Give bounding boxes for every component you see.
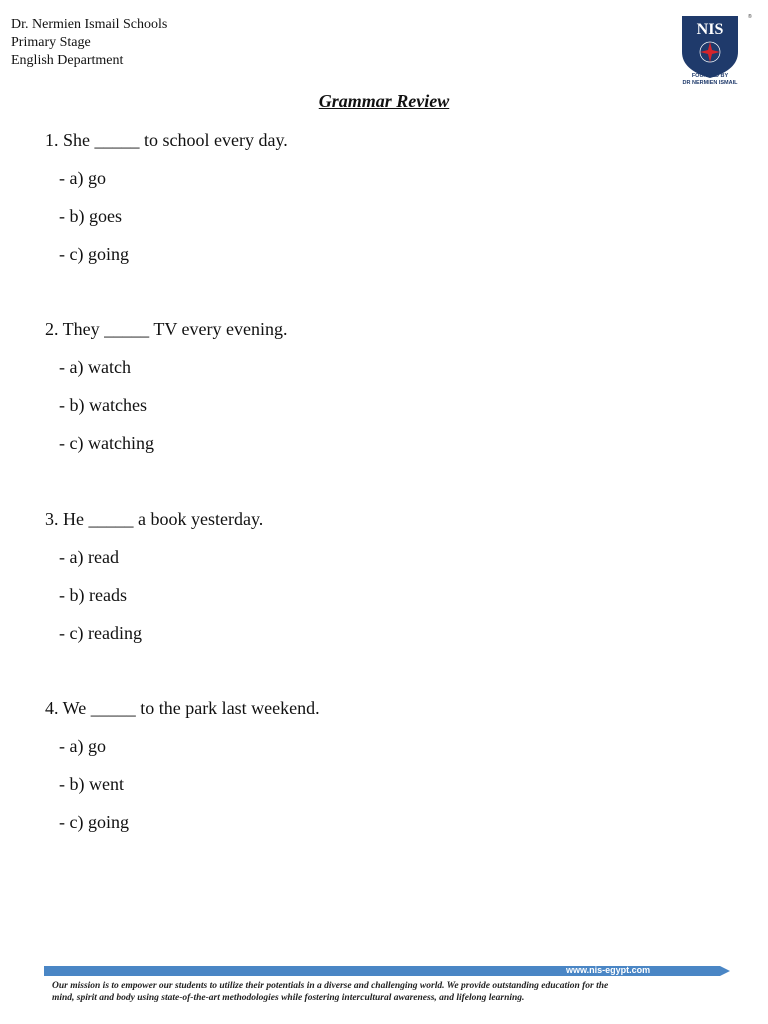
- logo-founder: DR NERMIEN ISMAIL: [682, 80, 738, 86]
- option-b: - b) reads: [59, 585, 127, 605]
- question-stem: 4. We _____ to the park last weekend.: [45, 698, 320, 718]
- mission-line: mind, spirit and body using state-of-the-art methodologies while fostering intercultural awareness, and lifelong learning.: [52, 993, 525, 1003]
- mission-statement: [52, 980, 722, 1004]
- option-c: - c) reading: [59, 623, 142, 643]
- question-stem: 1. She _____ to school every day.: [45, 130, 288, 150]
- option-a: - a) read: [59, 547, 119, 567]
- page-title: Grammar Review: [318, 91, 450, 111]
- question-stem: 3. He _____ a book yesterday.: [45, 509, 264, 529]
- option-c: - c) watching: [59, 433, 154, 453]
- question-block: [45, 509, 263, 661]
- option-a: - a) go: [59, 168, 106, 188]
- option-c: - c) going: [59, 244, 129, 264]
- option-b: - b) went: [59, 774, 124, 794]
- mission-line: Our mission is to empower our students to utilize their potentials in a diverse and challenging world. We provide outstanding education for the: [52, 981, 609, 991]
- logo-founded: FOUNDED BY: [691, 73, 729, 79]
- nis-logo: [662, 12, 754, 86]
- option-b: - b) goes: [59, 206, 122, 226]
- logo-registered: ®: [748, 14, 752, 20]
- question-block: [45, 319, 287, 471]
- question-stem: 2. They _____ TV every evening.: [45, 319, 288, 339]
- option-b: - b) watches: [59, 395, 147, 415]
- stage-name: Primary Stage: [11, 35, 91, 50]
- logo-abbr: NIS: [696, 21, 724, 38]
- question-block: [45, 698, 320, 850]
- school-info: [11, 16, 167, 70]
- website-url[interactable]: www.nis-egypt.com: [566, 965, 651, 975]
- school-name: Dr. Nermien Ismail Schools: [11, 17, 168, 32]
- question-block: [45, 130, 288, 282]
- option-a: - a) watch: [59, 357, 131, 377]
- department-name: English Department: [11, 53, 124, 68]
- option-a: - a) go: [59, 736, 106, 756]
- option-c: - c) going: [59, 812, 129, 832]
